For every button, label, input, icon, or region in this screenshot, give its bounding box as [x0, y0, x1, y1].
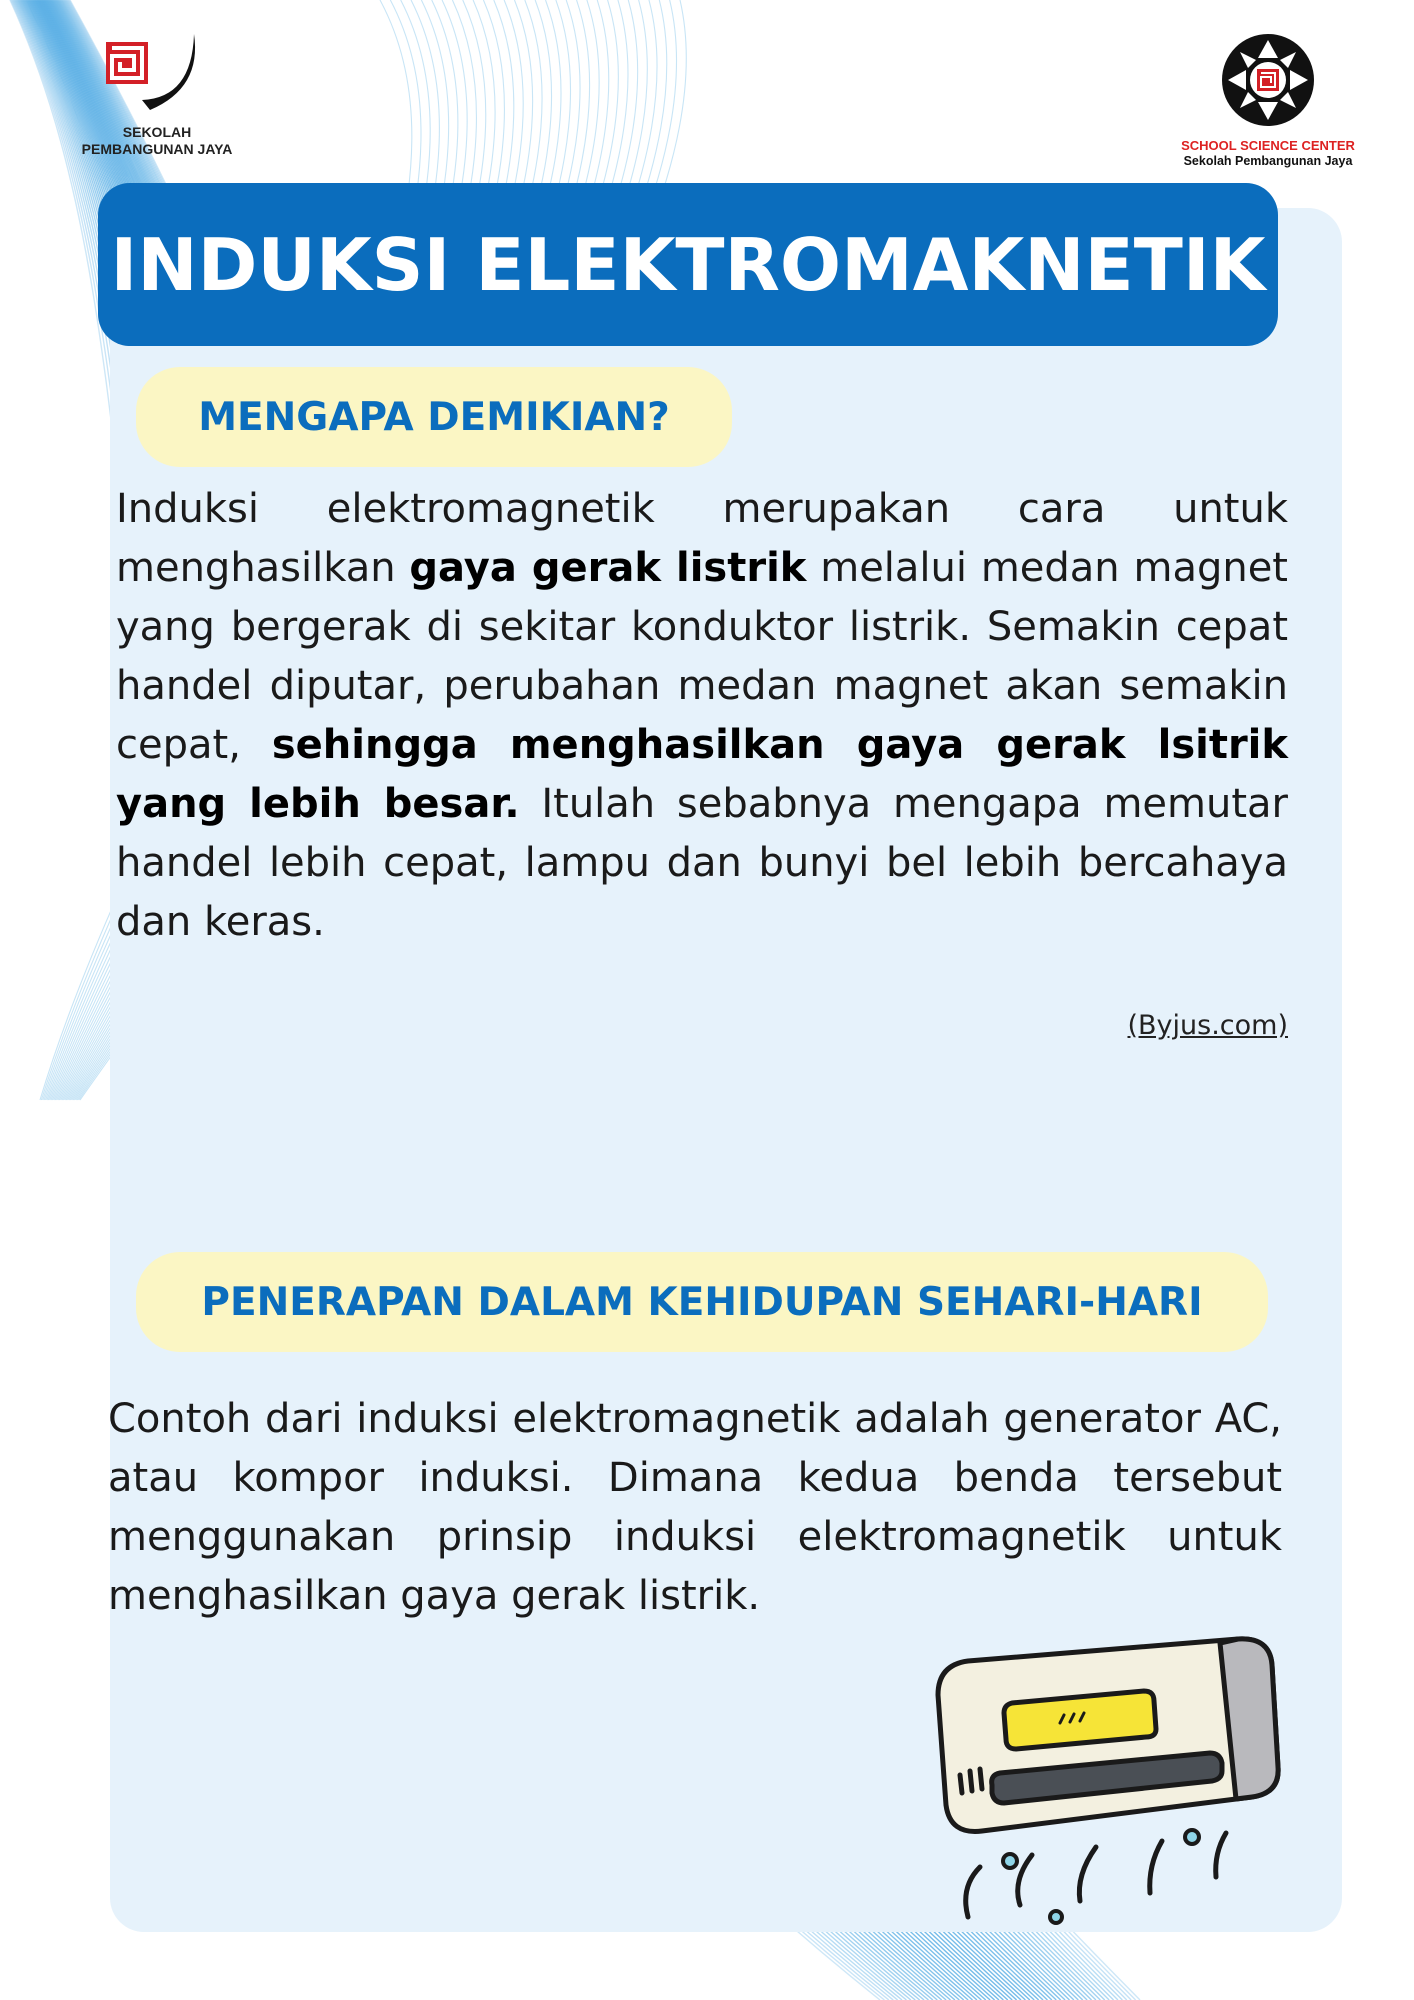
logo-right-line1: SCHOOL SCIENCE CENTER	[1181, 138, 1355, 153]
section1-text-c: Itulah sebabnya mengapa memutar handel lebih cepat, lampu dan bunyi bel lebih bercahaya dan keras.	[116, 781, 1288, 945]
logo-school-science-center	[1168, 30, 1368, 170]
page-title: INDUKSI ELEKTROMAKNETIK	[110, 222, 1266, 307]
source-citation[interactable]	[1128, 1010, 1289, 1041]
title-banner	[98, 183, 1278, 346]
section1-text-a: Induksi elektromagnetik merupakan cara untuk menghasilkan	[116, 486, 1288, 591]
section2-heading: PENERAPAN DALAM KEHIDUPAN SEHARI-HARI	[201, 1279, 1203, 1325]
section1-bold-a: gaya gerak listrik	[409, 545, 807, 591]
section2-paragraph: Contoh dari induksi elektromagnetik adalah generator AC, atau kompor induksi. Dimana kedua benda tersebut menggunakan prinsip induksi elektromagnetik untuk menghasilkan gaya gerak listrik.	[108, 1396, 1282, 1619]
section2-heading-pill	[136, 1252, 1268, 1352]
logo-left-line2: PEMBANGUNAN JAYA	[81, 141, 233, 157]
section1-heading-pill	[136, 367, 732, 467]
section1-paragraph	[116, 480, 1288, 952]
section1-text-b: melalui medan magnet yang bergerak di sekitar konduktor listrik. Semakin cepat handel diputar, perubahan medan magnet akan semakin cepat,	[116, 545, 1288, 768]
school-science-center-logo-icon	[1168, 30, 1368, 134]
source-link[interactable]: (Byjus.com)	[1127, 1010, 1288, 1041]
section1-bold-b: sehingga menghasilkan gaya gerak lsitrik yang lebih besar.	[116, 722, 1288, 827]
spj-logo-icon	[72, 28, 242, 128]
section1-heading: MENGAPA DEMIKIAN?	[198, 394, 670, 440]
logo-sekolah-pembangunan-jaya	[72, 28, 242, 158]
logo-left-line1: SEKOLAH	[122, 124, 192, 140]
air-conditioner-icon	[920, 1625, 1300, 1925]
logo-right-line2: Sekolah Pembangunan Jaya	[1183, 154, 1353, 168]
